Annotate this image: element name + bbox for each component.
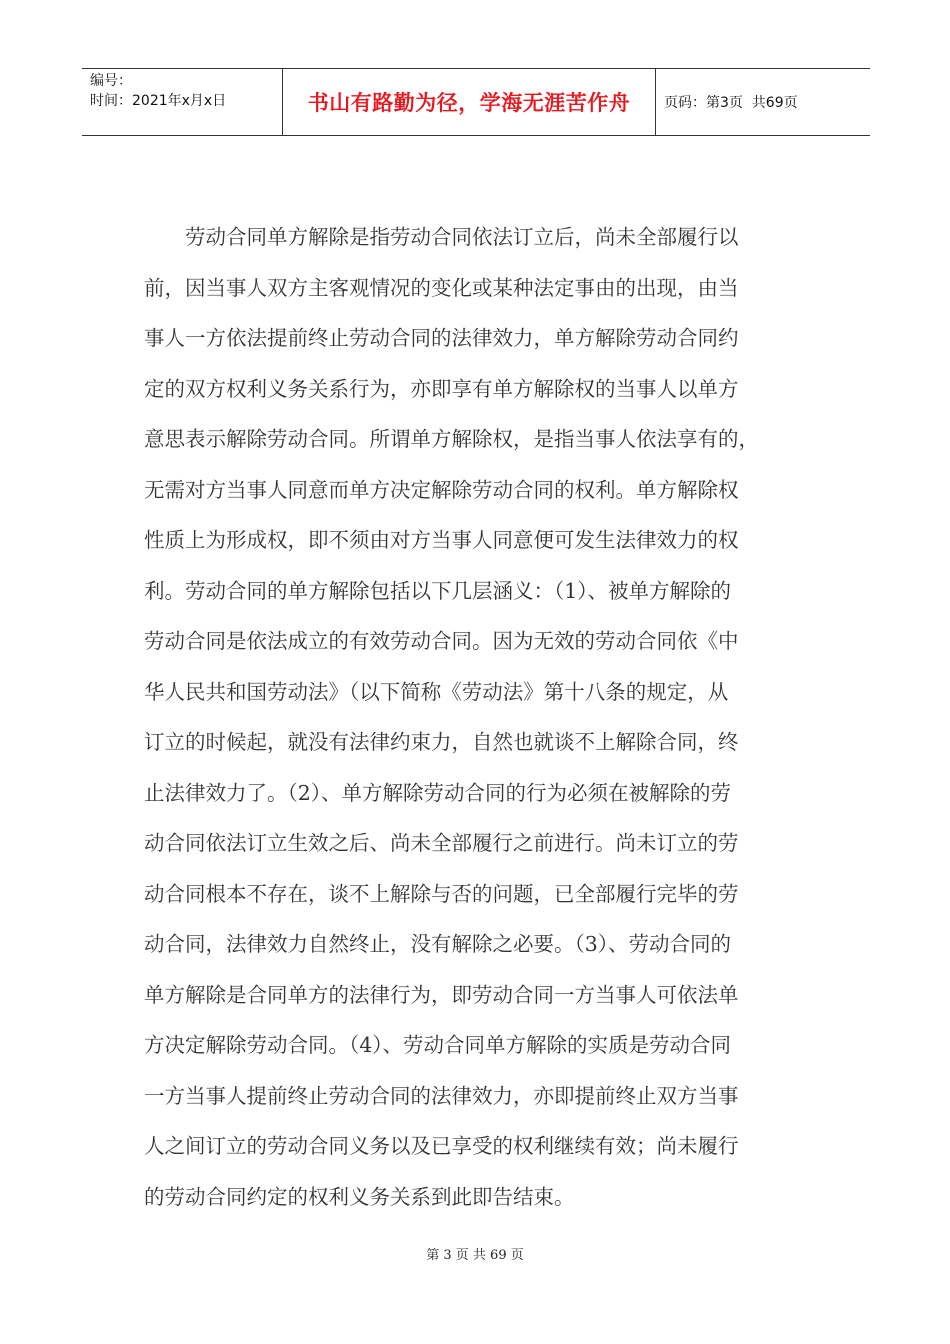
body-line: 利。劳动合同的单方解除包括以下几层涵义：（1）、被单方解除的 bbox=[144, 578, 732, 603]
body-line: 劳动合同是依法成立的有效劳动合同。因为无效的劳动合同依《中 bbox=[144, 629, 739, 653]
document-body bbox=[144, 212, 808, 1222]
body-line: 事人一方依法提前终止劳动合同的法律效力，单方解除劳动合同约 bbox=[144, 326, 739, 350]
body-line: 动合同根本不存在，谈不上解除与否的问题，已全部履行完毕的劳 bbox=[144, 881, 739, 906]
body-line: 动合同依法订立生效之后、尚未全部履行之前进行。尚未订立的劳 bbox=[144, 831, 739, 855]
header-divider bbox=[655, 69, 656, 135]
body-line: 定的双方权利义务关系行为，亦即享有单方解除权的当事人以单方 bbox=[144, 376, 739, 401]
body-line: 无需对方当事人同意而单方决定解除劳动合同的权利。单方解除权 bbox=[144, 477, 739, 502]
document-time: 时间：2021年x月x日 bbox=[90, 93, 227, 109]
body-line: 单方解除是合同单方的法律行为，即劳动合同一方当事人可依法单 bbox=[144, 982, 739, 1007]
body-line: 动合同，法律效力自然终止，没有解除之必要。（3）、劳动合同的 bbox=[144, 932, 732, 956]
body-line: 止法律效力了。（2）、单方解除劳动合同的行为必须在被解除的劳 bbox=[144, 780, 732, 805]
body-line: 一方当事人提前终止劳动合同的法律效力，亦即提前终止双方当事 bbox=[144, 1083, 739, 1108]
body-line: 劳动合同单方解除是指劳动合同依法订立后，尚未全部履行以 bbox=[144, 225, 739, 249]
header-slogan: 书山有路勤为径，学海无涯苦作舟 bbox=[307, 91, 631, 115]
body-line: 性质上为形成权，即不须由对方当事人同意便可发生法律效力的权 bbox=[144, 528, 739, 552]
header-page-info: 页码：第3页 共69页 bbox=[664, 95, 798, 111]
body-line: 华人民共和国劳动法》（以下简称《劳动法》第十八条的规定，从 bbox=[144, 679, 729, 704]
header-meta bbox=[82, 69, 282, 135]
body-line: 前，因当事人双方主客观情况的变化或某种法定事由的出现，由当 bbox=[144, 275, 739, 300]
document-number-label: 编号： bbox=[90, 73, 132, 89]
body-line: 方决定解除劳动合同。（4）、劳动合同单方解除的实质是劳动合同 bbox=[144, 1033, 732, 1057]
body-line: 订立的时候起，就没有法律约束力，自然也就谈不上解除合同，终 bbox=[144, 730, 739, 754]
page-header bbox=[82, 68, 870, 136]
page-footer: 第 3 页 共 69 页 bbox=[426, 1248, 524, 1263]
body-line: 意思表示解除劳动合同。所谓单方解除权，是指当事人依法享有的， bbox=[144, 427, 759, 451]
body-line: 的劳动合同约定的权利义务关系到此即告结束。 bbox=[144, 1184, 575, 1209]
body-line: 人之间订立的劳动合同义务以及已享受的权利继续有效；尚未履行 bbox=[144, 1134, 739, 1158]
